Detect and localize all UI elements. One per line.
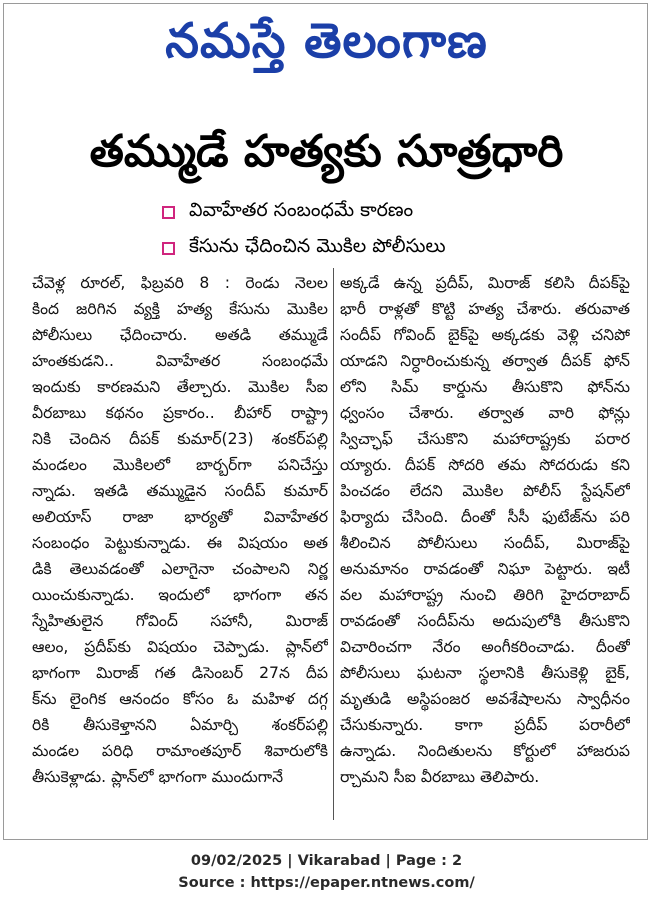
subheadings bbox=[162, 194, 622, 266]
newspaper-masthead bbox=[0, 2, 653, 82]
article-text-line: న్నాడు. ఇతడి తమ్ముడైన సందీప్ కుమార్ bbox=[32, 482, 328, 500]
article-text-line: వల మహారాష్ట్ర నుంచి తిరిగి హైదరాబాద్ bbox=[340, 586, 630, 604]
article-column-right bbox=[340, 270, 630, 790]
article-text-line: రావడంతో సందీప్‌ను అదుపులోకి తీసుకొని bbox=[340, 612, 630, 630]
article-text-line: మృతుడి అస్థిపంజర అవశేషాలను స్వాధీనం bbox=[340, 690, 630, 708]
article-text-line: ఇందుకు కారణమని తేల్చారు. మొకిల సీఐ bbox=[32, 378, 328, 396]
square-bullet-icon bbox=[162, 242, 175, 255]
article-text-line: యించుకున్నాడు. ఇందులో భాగంగా తన bbox=[32, 586, 328, 604]
article-text-line: హంతకుడని.. వివాహేతర సంబంధమే bbox=[32, 352, 328, 370]
article-column-left bbox=[32, 270, 328, 790]
article-text-line: విచారించగా నేరం అంగీకరించాడు. దీంతో bbox=[340, 638, 630, 656]
article-text-line: మండల పరిధి రామాంతపూర్ శివారులోకి bbox=[32, 742, 328, 760]
article-text-line: క్‌ను లైంగిక ఆనందం కోసం ఓ మహిళ దగ్గ bbox=[32, 690, 328, 708]
article-text-line: అక్కడే ఉన్న ప్రదీప్, మిరాజ్ కలిసి దీపక్‌పై bbox=[340, 274, 630, 292]
article-text-line: మండలం మొకిలలో బార్బర్‌గా పనిచేస్తు bbox=[32, 456, 328, 474]
article-text-line: వీరబాబు కథనం ప్రకారం.. బీహార్ రాష్ట్రా bbox=[32, 404, 328, 422]
source-url: Source : https://epaper.ntnews.com/ bbox=[178, 875, 475, 891]
article-text-line: చేసుకున్నారు. కాగా ప్రదీప్ పరారీలో bbox=[340, 716, 630, 734]
edition-info: 09/02/2025 | Vikarabad | Page : 2 bbox=[190, 853, 463, 869]
subheading bbox=[162, 194, 622, 230]
article-text-line: డికి తెలువడంతో ఎలాగైనా చంపాలని నిర్ణ bbox=[32, 560, 328, 578]
article-text-line: నికి చెందిన దీపక్ కుమార్(23) శంకర్‌పల్లి bbox=[32, 430, 328, 448]
article-text-line: భాగంగా మిరాజ్ గత డిసెంబర్ 27న దీప bbox=[32, 664, 328, 682]
article-text-line: స్నేహితులైన గోవింద్ సహానీ, మిరాజ్ bbox=[32, 612, 328, 630]
subheading-text: కేసును ఛేదించిన మొకిల పోలీసులు bbox=[189, 234, 446, 257]
subheading bbox=[162, 230, 622, 266]
article-text-line: య్యారు. దీపక్ సోదరి తమ సోదరుడు కని bbox=[340, 456, 630, 474]
article-text-line: ధ్వంసం చేశారు. తర్వాత వారి ఫోన్లు bbox=[340, 404, 630, 422]
article-text-line: సందీప్ గోవింద్ బైక్‌పై అక్కడకు వెళ్లి చనిపో bbox=[340, 326, 630, 344]
article-text-line: ఆలం, ప్రదీప్‌కు విషయం చెప్పాడు. ప్లాన్‌లో bbox=[32, 638, 328, 656]
article-text-line: శీలించిన పోలీసులు సందీప్, మిరాజ్‌పై bbox=[340, 534, 630, 552]
page-footer bbox=[0, 850, 653, 894]
article-text-line: రికి తీసుకెళ్తానని ఏమార్చి శంకర్‌పల్లి bbox=[32, 716, 328, 734]
article-text-line: భారీ రాళ్లతో కొట్టి హత్య చేశారు. తరువాత bbox=[340, 300, 630, 318]
article-text-line: లోని సిమ్ కార్డును తీసుకొని ఫోన్‌ను bbox=[340, 378, 630, 396]
article-headline: తమ్ముడే హత్యకు సూత్రధారి bbox=[89, 126, 564, 177]
article-text-line: అనుమానం రావడంతో నిఘా పెట్టారు. ఇటీ bbox=[340, 560, 630, 578]
column-divider bbox=[333, 268, 334, 820]
article-text-line: అలియాస్ రాజా భార్యతో వివాహేతర bbox=[32, 508, 328, 526]
article-text-line: పోలీసులు ఛేదించారు. అతడి తమ్ముడే bbox=[32, 326, 328, 344]
article-text-line: స్విచ్ఛాఫ్ చేసుకొని మహారాష్ట్రకు పరార bbox=[340, 430, 630, 448]
article-text-line: ఫిర్యాదు చేసింది. దీంతో సీసీ ఫుటేజ్‌ను పరి bbox=[340, 508, 630, 526]
square-bullet-icon bbox=[162, 206, 175, 219]
article-text-line: యాడని నిర్ధారించుకున్న తర్వాత దీపక్ ఫోన్ bbox=[340, 352, 630, 370]
masthead-logo: నమస్తే తెలంగాణ bbox=[165, 13, 488, 69]
article-text-line: పించడం లేదని మొకిల పోలీస్ స్టేషన్‌లో bbox=[340, 482, 630, 500]
article-text-line: ఉన్నాడు. నిందితులను కోర్టులో హాజరుప bbox=[340, 742, 630, 760]
article-text-line: సంబంధం పెట్టుకున్నాడు. ఈ విషయం అత bbox=[32, 534, 328, 552]
article-text-line: చేవెళ్ల రూరల్, ఫిబ్రవరి 8 : రెండు నెలల bbox=[32, 274, 328, 292]
article-text-line: తీసుకెళ్లాడు. ప్లాన్‌లో భాగంగా ముందుగానే bbox=[32, 768, 284, 786]
subheading-text: వివాహేతర సంబంధమే కారణం bbox=[189, 198, 414, 221]
article-text-line: కింద జరిగిన వ్యక్తి హత్య కేసును మొకిల bbox=[32, 300, 328, 318]
article-text-line: పోలీసులు ఘటనా స్థలానికి తీసుకెళ్లి బైక్, bbox=[340, 664, 630, 682]
article-text-line: ర్చామని సీఐ వీరబాబు తెలిపారు. bbox=[340, 768, 540, 786]
